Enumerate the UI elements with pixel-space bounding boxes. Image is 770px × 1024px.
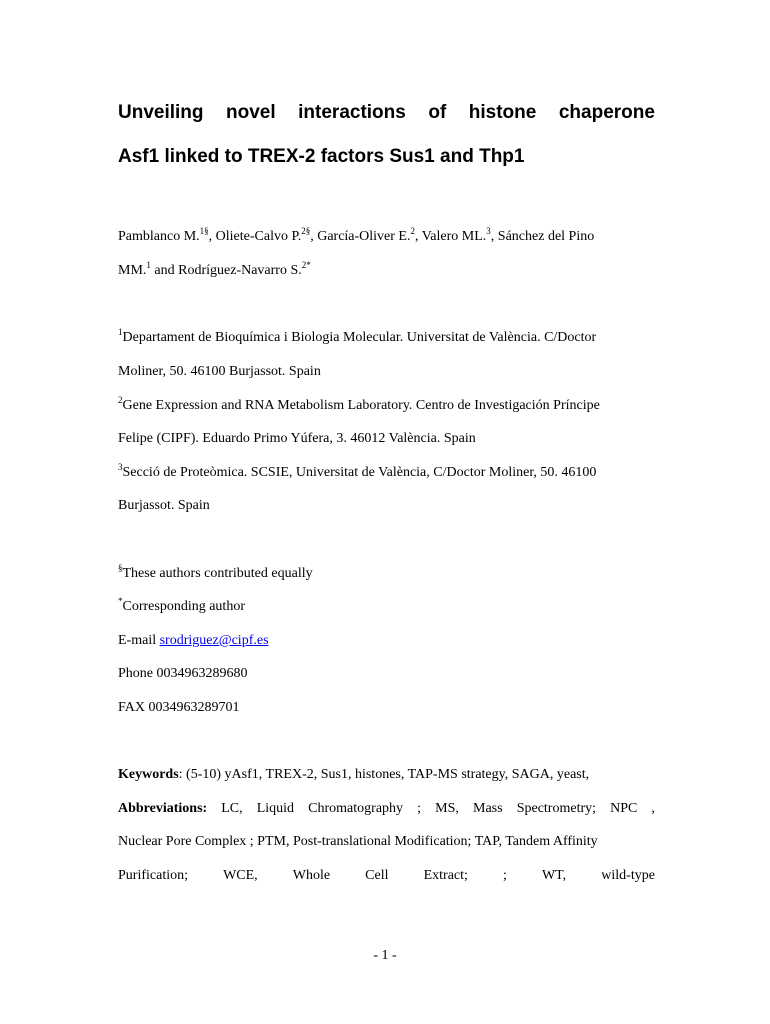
author-name: , Valero ML. — [415, 229, 487, 244]
note-text: Corresponding author — [122, 599, 245, 614]
author-name: MM. — [118, 263, 147, 278]
affiliation-text: Gene Expression and RNA Metabolism Laboratory. Centro de Investigación Príncipe — [122, 398, 600, 413]
authors-line-2 — [118, 260, 655, 279]
fax-line: FAX 0034963289701 — [118, 700, 240, 715]
email-label: E-mail — [118, 633, 160, 648]
title-word: interactions — [298, 102, 406, 123]
abbrev-word: Extract; — [423, 868, 468, 883]
abbreviations-line-2: Nuclear Pore Complex ; PTM, Post-translational Modification; TAP, Tandem Affinity — [118, 834, 598, 849]
affiliation-2-line-2: Felipe (CIPF). Eduardo Primo Yúfera, 3. 46012 València. Spain — [118, 431, 476, 446]
title-word: of — [428, 102, 447, 123]
title-word: chaperone — [558, 102, 655, 123]
author-name: Pamblanco M. — [118, 229, 200, 244]
abbrev-word: ; — [502, 868, 507, 883]
affiliation-1-line-1 — [118, 327, 655, 346]
author-name: and Rodríguez-Navarro S. — [150, 263, 302, 278]
email-line — [118, 633, 655, 649]
abbrev-word: WT, — [541, 868, 567, 883]
equal-contribution-note — [118, 563, 655, 582]
affiliation-3-line-2: Burjassot. Spain — [118, 498, 210, 513]
abbreviations-line-3 — [118, 868, 655, 884]
affiliation-text: Secció de Proteòmica. SCSIE, Universitat de València, C/Doctor Moliner, 50. 46100 — [122, 465, 597, 480]
phone-line: Phone 0034963289680 — [118, 666, 248, 681]
author-affil-sup: 2§ — [301, 226, 311, 236]
abbrev-word: WCE, — [223, 868, 258, 883]
asterisk-symbol: * — [118, 596, 123, 606]
affiliation-3-line-1 — [118, 462, 655, 481]
email-link[interactable]: srodriguez@cipf.es — [159, 633, 269, 648]
affiliation-2-line-1 — [118, 395, 655, 414]
corresponding-author-note — [118, 596, 655, 615]
paper-title-line-1 — [118, 102, 655, 124]
paper-title-line-2: Asf1 linked to TREX-2 factors Sus1 and Thp1 — [118, 146, 525, 167]
author-affil-sup: 2* — [301, 260, 311, 270]
abbrev-word: Purification; — [118, 868, 188, 883]
abbrev-word: Cell — [365, 868, 389, 883]
abbrev-word: wild-type — [601, 868, 655, 883]
keywords-text: : (5-10) yAsf1, TREX-2, Sus1, histones, TAP-MS strategy, SAGA, yeast, — [178, 767, 590, 782]
author-affil-sup: 1 — [146, 260, 151, 270]
affiliation-1-line-2: Moliner, 50. 46100 Burjassot. Spain — [118, 364, 321, 379]
affiliation-sup: 1 — [118, 327, 123, 337]
title-word: histone — [468, 102, 537, 123]
author-name: , García-Oliver E. — [310, 229, 411, 244]
abbreviations-label: Abbreviations: — [118, 801, 208, 816]
title-word: Unveiling — [118, 102, 204, 123]
author-affil-sup: 2 — [410, 226, 415, 236]
authors-line-1 — [118, 226, 655, 245]
author-affil-sup: 3 — [486, 226, 491, 236]
section-symbol: § — [118, 563, 123, 573]
abbreviations-line-1 — [118, 801, 655, 817]
page-number: - 1 - — [373, 948, 397, 963]
abbreviations-text: LC, Liquid Chromatography ; MS, Mass Spectrometry; NPC , — [221, 801, 655, 816]
title-word: novel — [226, 102, 276, 123]
keywords-line — [118, 767, 655, 783]
affiliation-sup: 3 — [118, 462, 123, 472]
author-affil-sup: 1§ — [199, 226, 209, 236]
abbrev-word: Whole — [292, 868, 331, 883]
keywords-label: Keywords — [118, 767, 179, 782]
affiliation-sup: 2 — [118, 395, 123, 405]
author-name: , Oliete-Calvo P. — [208, 229, 302, 244]
note-text: These authors contributed equally — [122, 566, 313, 581]
author-name: , Sánchez del Pino — [490, 229, 595, 244]
affiliation-text: Departament de Bioquímica i Biologia Molecular. Universitat de València. C/Doctor — [122, 330, 597, 345]
